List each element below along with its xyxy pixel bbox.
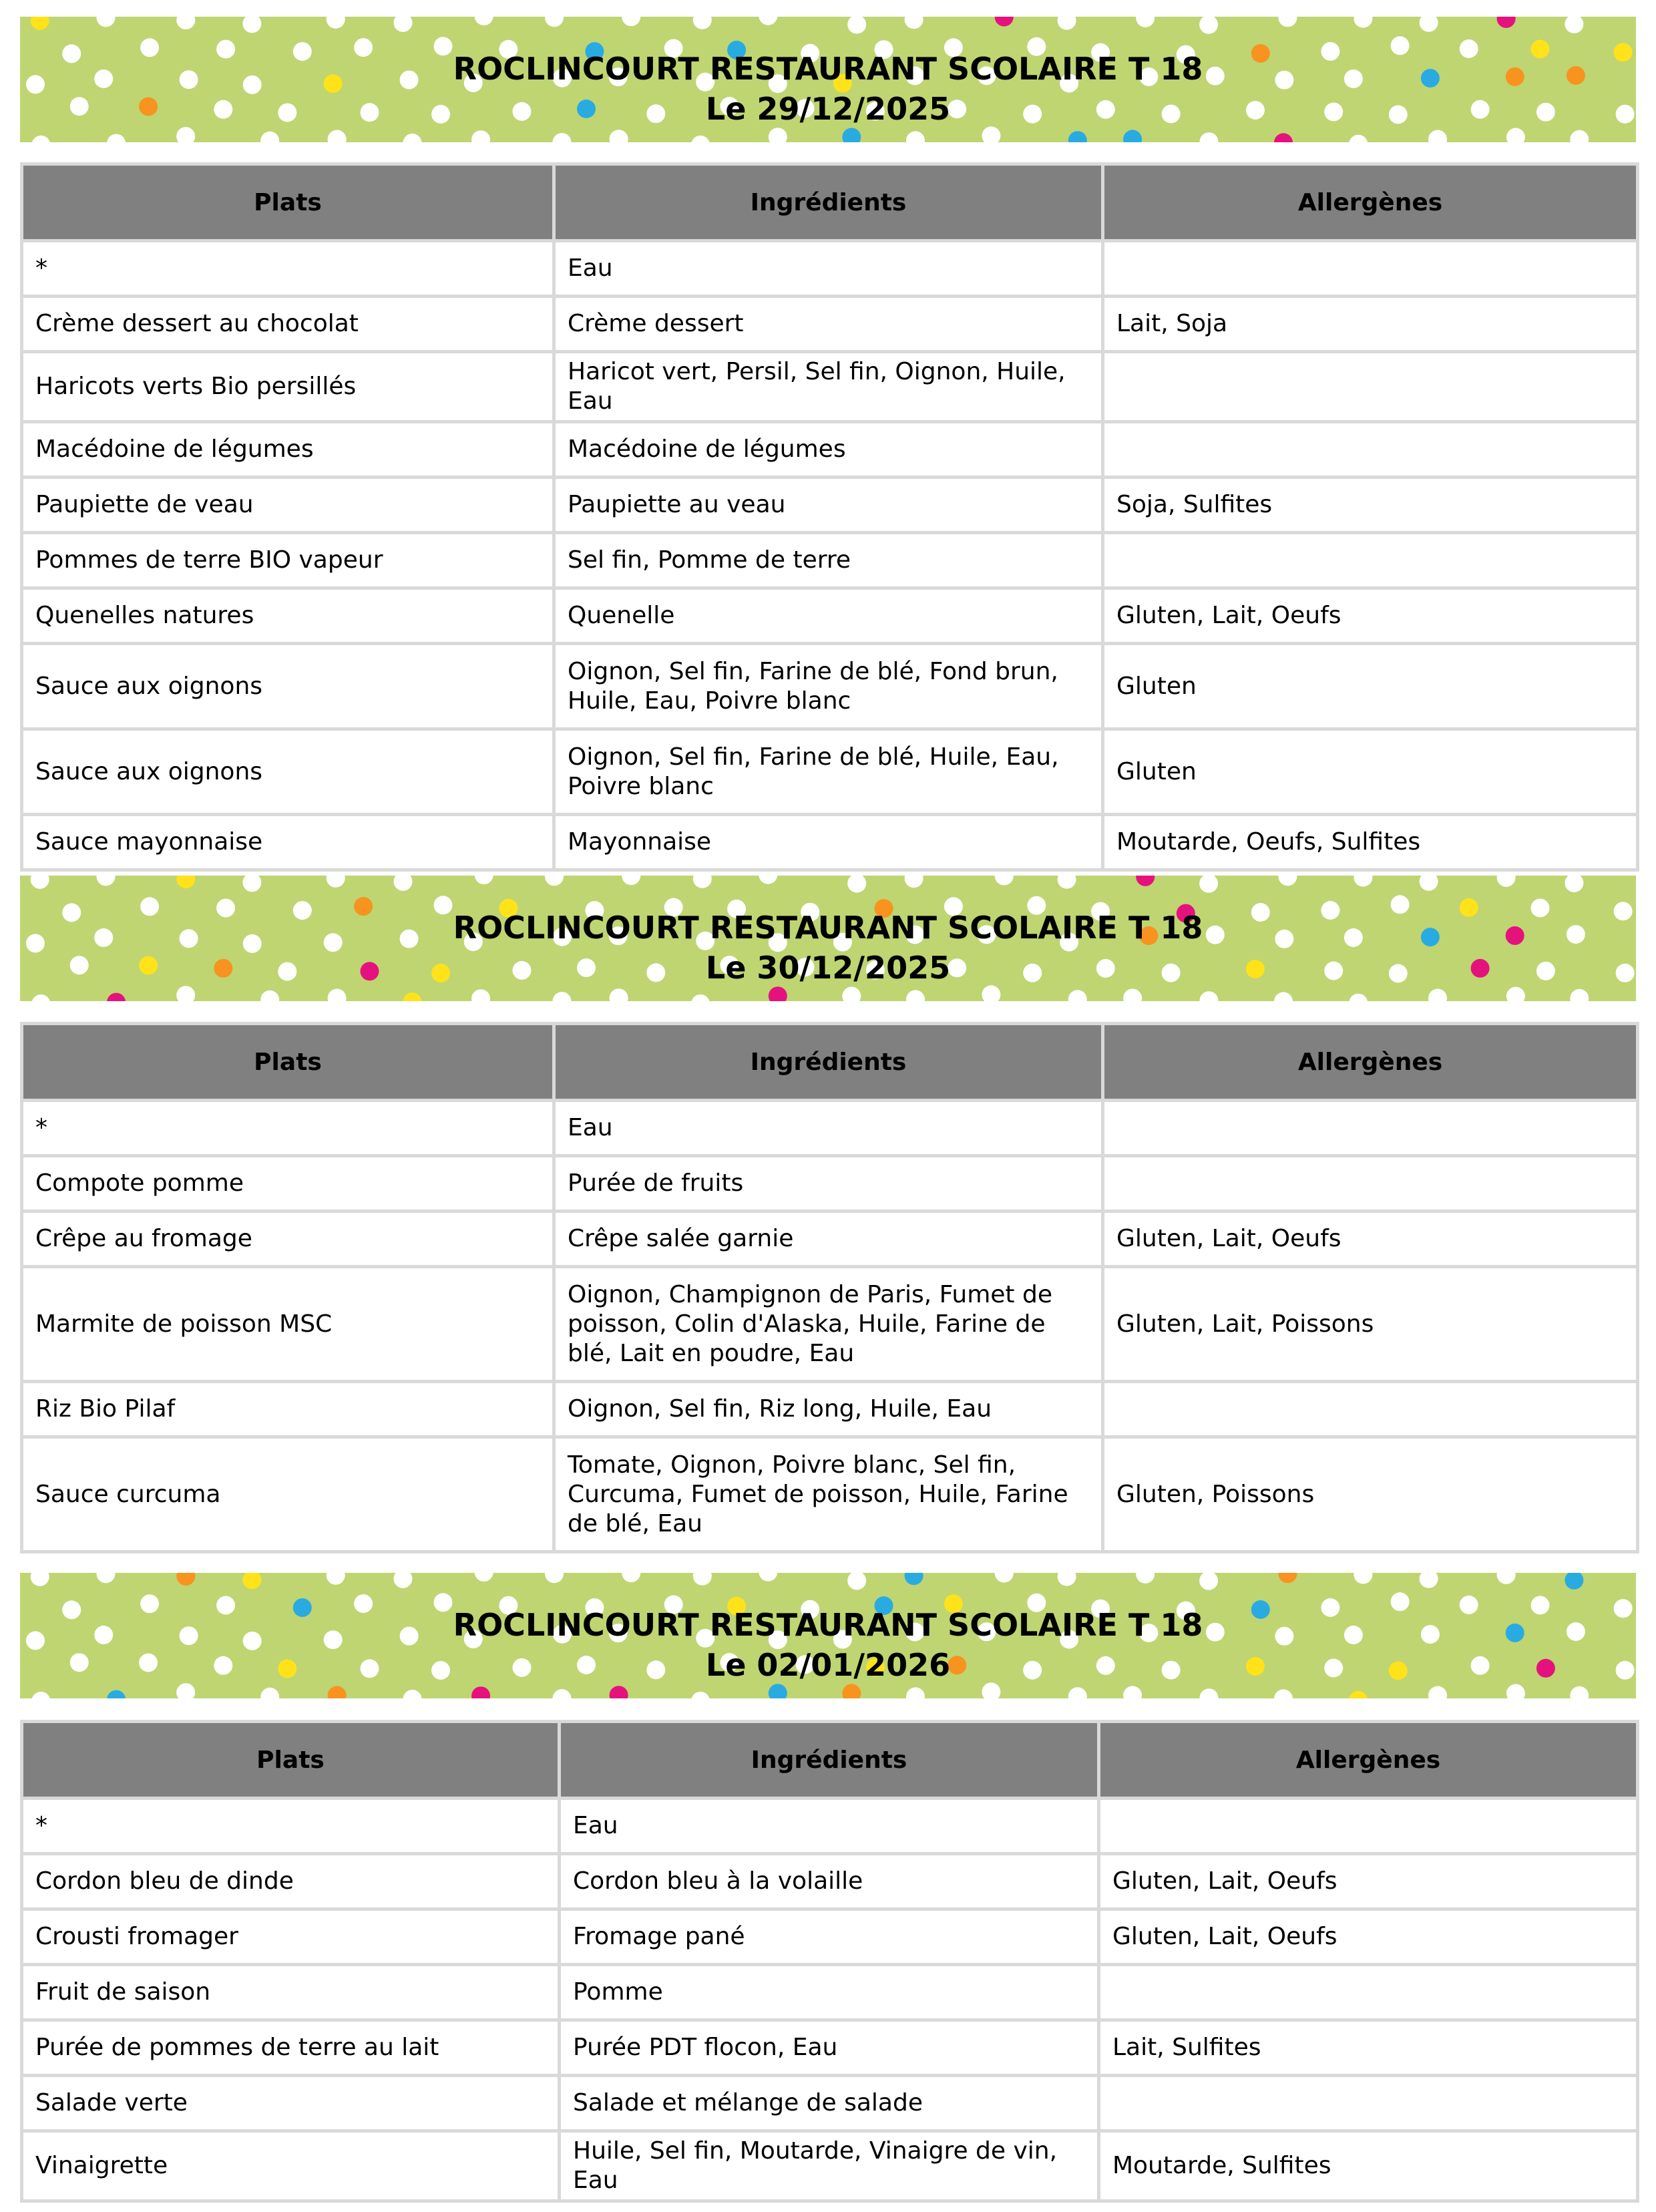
dish-name: Macédoine de légumes — [22, 422, 554, 478]
dish-allergens: Gluten, Lait, Oeufs — [1099, 1854, 1638, 1909]
dish-name: Crêpe au fromage — [22, 1212, 554, 1267]
dish-name: Sauce curcuma — [22, 1437, 554, 1552]
dish-name: Cordon bleu de dinde — [22, 1854, 560, 1909]
dish-allergens: Gluten, Lait, Poissons — [1103, 1267, 1638, 1382]
column-header-plats: Plats — [22, 1722, 560, 1799]
dish-name: Quenelles natures — [22, 588, 554, 644]
dish-ingredients: Oignon, Sel fin, Riz long, Huile, Eau — [554, 1382, 1103, 1437]
dish-allergens — [1103, 533, 1638, 588]
table-row — [22, 1212, 1638, 1267]
menu-table — [20, 162, 1639, 872]
dish-name: Vinaigrette — [22, 2131, 560, 2201]
dish-name: Marmite de poisson MSC — [22, 1267, 554, 1382]
day-banner — [20, 876, 1636, 1001]
dish-ingredients: Oignon, Champignon de Paris, Fumet de poisson, Colin d'Alaska, Huile, Farine de blé, Lait en poudre, Eau — [554, 1267, 1103, 1382]
column-header-ingredients: Ingrédients — [554, 1024, 1103, 1101]
table-row — [22, 729, 1638, 815]
restaurant-name: ROCLINCOURT RESTAURANT SCOLAIRE T 18 — [453, 910, 1203, 946]
table-row — [22, 1382, 1638, 1437]
dish-name: Sauce aux oignons — [22, 644, 554, 729]
dish-name: Riz Bio Pilaf — [22, 1382, 554, 1437]
dish-allergens: Gluten — [1103, 729, 1638, 815]
dish-ingredients: Sel fin, Pomme de terre — [554, 533, 1103, 588]
dish-allergens — [1099, 1965, 1638, 2020]
menu-table — [20, 1022, 1639, 1553]
dish-ingredients: Crêpe salée garnie — [554, 1212, 1103, 1267]
table-row — [22, 1854, 1638, 1909]
dish-ingredients: Quenelle — [554, 588, 1103, 644]
menu-date: Le 02/01/2026 — [705, 1647, 951, 1683]
dish-name: * — [22, 1799, 560, 1854]
dish-allergens: Gluten, Poissons — [1103, 1437, 1638, 1552]
table-row — [22, 815, 1638, 870]
dish-allergens: Soja, Sulfites — [1103, 478, 1638, 533]
dish-ingredients: Mayonnaise — [554, 815, 1103, 870]
column-header-plats: Plats — [22, 164, 554, 241]
menu-date: Le 30/12/2025 — [705, 950, 951, 986]
table-row — [22, 2020, 1638, 2076]
restaurant-name: ROCLINCOURT RESTAURANT SCOLAIRE T 18 — [453, 1607, 1203, 1643]
column-header-plats: Plats — [22, 1024, 554, 1101]
banner-title — [20, 1605, 1636, 1685]
dish-allergens — [1099, 1799, 1638, 1854]
dish-allergens — [1103, 241, 1638, 297]
table-row — [22, 533, 1638, 588]
dish-name: * — [22, 241, 554, 297]
table-row — [22, 1909, 1638, 1965]
dish-name: Sauce aux oignons — [22, 729, 554, 815]
dish-ingredients: Macédoine de légumes — [554, 422, 1103, 478]
dish-name: Fruit de saison — [22, 1965, 560, 2020]
dish-ingredients: Huile, Sel fin, Moutarde, Vinaigre de vin, Eau — [560, 2131, 1099, 2201]
dish-name: Salade verte — [22, 2076, 560, 2131]
column-header-ingredients: Ingrédients — [560, 1722, 1099, 1799]
dish-name: Pommes de terre BIO vapeur — [22, 533, 554, 588]
dish-allergens: Gluten, Lait, Oeufs — [1103, 588, 1638, 644]
column-header-allergenes: Allergènes — [1103, 164, 1638, 241]
dish-name: Haricots verts Bio persillés — [22, 352, 554, 422]
table-row — [22, 1156, 1638, 1212]
table-row — [22, 1267, 1638, 1382]
table-row — [22, 1437, 1638, 1552]
dish-allergens — [1103, 1156, 1638, 1212]
dish-ingredients: Tomate, Oignon, Poivre blanc, Sel fin, Curcuma, Fumet de poisson, Huile, Farine de blé, Eau — [554, 1437, 1103, 1552]
dish-allergens: Lait, Sulfites — [1099, 2020, 1638, 2076]
table-row — [22, 352, 1638, 422]
dish-ingredients: Salade et mélange de salade — [560, 2076, 1099, 2131]
dish-name: Sauce mayonnaise — [22, 815, 554, 870]
dish-ingredients: Purée PDT flocon, Eau — [560, 2020, 1099, 2076]
banner-title — [20, 908, 1636, 988]
dish-allergens — [1103, 1382, 1638, 1437]
dish-ingredients: Oignon, Sel fin, Farine de blé, Fond brun, Huile, Eau, Poivre blanc — [554, 644, 1103, 729]
day-banner — [20, 1573, 1636, 1698]
table-row — [22, 588, 1638, 644]
table-row — [22, 2076, 1638, 2131]
dish-allergens: Moutarde, Sulfites — [1099, 2131, 1638, 2201]
dish-allergens: Gluten, Lait, Oeufs — [1103, 1212, 1638, 1267]
dish-allergens: Moutarde, Oeufs, Sulfites — [1103, 815, 1638, 870]
dish-allergens — [1103, 352, 1638, 422]
column-header-allergenes: Allergènes — [1103, 1024, 1638, 1101]
table-row — [22, 241, 1638, 297]
table-row — [22, 2131, 1638, 2201]
restaurant-name: ROCLINCOURT RESTAURANT SCOLAIRE T 18 — [453, 51, 1203, 87]
column-header-ingredients: Ingrédients — [554, 164, 1103, 241]
dish-allergens — [1099, 2076, 1638, 2131]
dish-ingredients: Fromage pané — [560, 1909, 1099, 1965]
menu-table — [20, 1720, 1639, 2203]
dish-allergens: Gluten, Lait, Oeufs — [1099, 1909, 1638, 1965]
dish-name: * — [22, 1101, 554, 1156]
dish-name: Crème dessert au chocolat — [22, 297, 554, 352]
dish-ingredients: Eau — [554, 241, 1103, 297]
dish-allergens — [1103, 422, 1638, 478]
dish-ingredients: Paupiette au veau — [554, 478, 1103, 533]
banner-title — [20, 49, 1636, 129]
dish-name: Crousti fromager — [22, 1909, 560, 1965]
table-row — [22, 1799, 1638, 1854]
table-row — [22, 644, 1638, 729]
table-row — [22, 1101, 1638, 1156]
dish-name: Purée de pommes de terre au lait — [22, 2020, 560, 2076]
menu-date: Le 29/12/2025 — [705, 91, 951, 127]
dish-allergens: Gluten — [1103, 644, 1638, 729]
dish-allergens: Lait, Soja — [1103, 297, 1638, 352]
table-row — [22, 422, 1638, 478]
table-row — [22, 478, 1638, 533]
table-row — [22, 297, 1638, 352]
dish-ingredients: Eau — [560, 1799, 1099, 1854]
day-banner — [20, 17, 1636, 142]
dish-ingredients: Pomme — [560, 1965, 1099, 2020]
dish-ingredients: Purée de fruits — [554, 1156, 1103, 1212]
dish-ingredients: Crème dessert — [554, 297, 1103, 352]
dish-ingredients: Haricot vert, Persil, Sel fin, Oignon, Huile, Eau — [554, 352, 1103, 422]
dish-allergens — [1103, 1101, 1638, 1156]
dish-ingredients: Cordon bleu à la volaille — [560, 1854, 1099, 1909]
table-row — [22, 1965, 1638, 2020]
dish-ingredients: Oignon, Sel fin, Farine de blé, Huile, Eau, Poivre blanc — [554, 729, 1103, 815]
dish-name: Paupiette de veau — [22, 478, 554, 533]
column-header-allergenes: Allergènes — [1099, 1722, 1638, 1799]
dish-name: Compote pomme — [22, 1156, 554, 1212]
dish-ingredients: Eau — [554, 1101, 1103, 1156]
